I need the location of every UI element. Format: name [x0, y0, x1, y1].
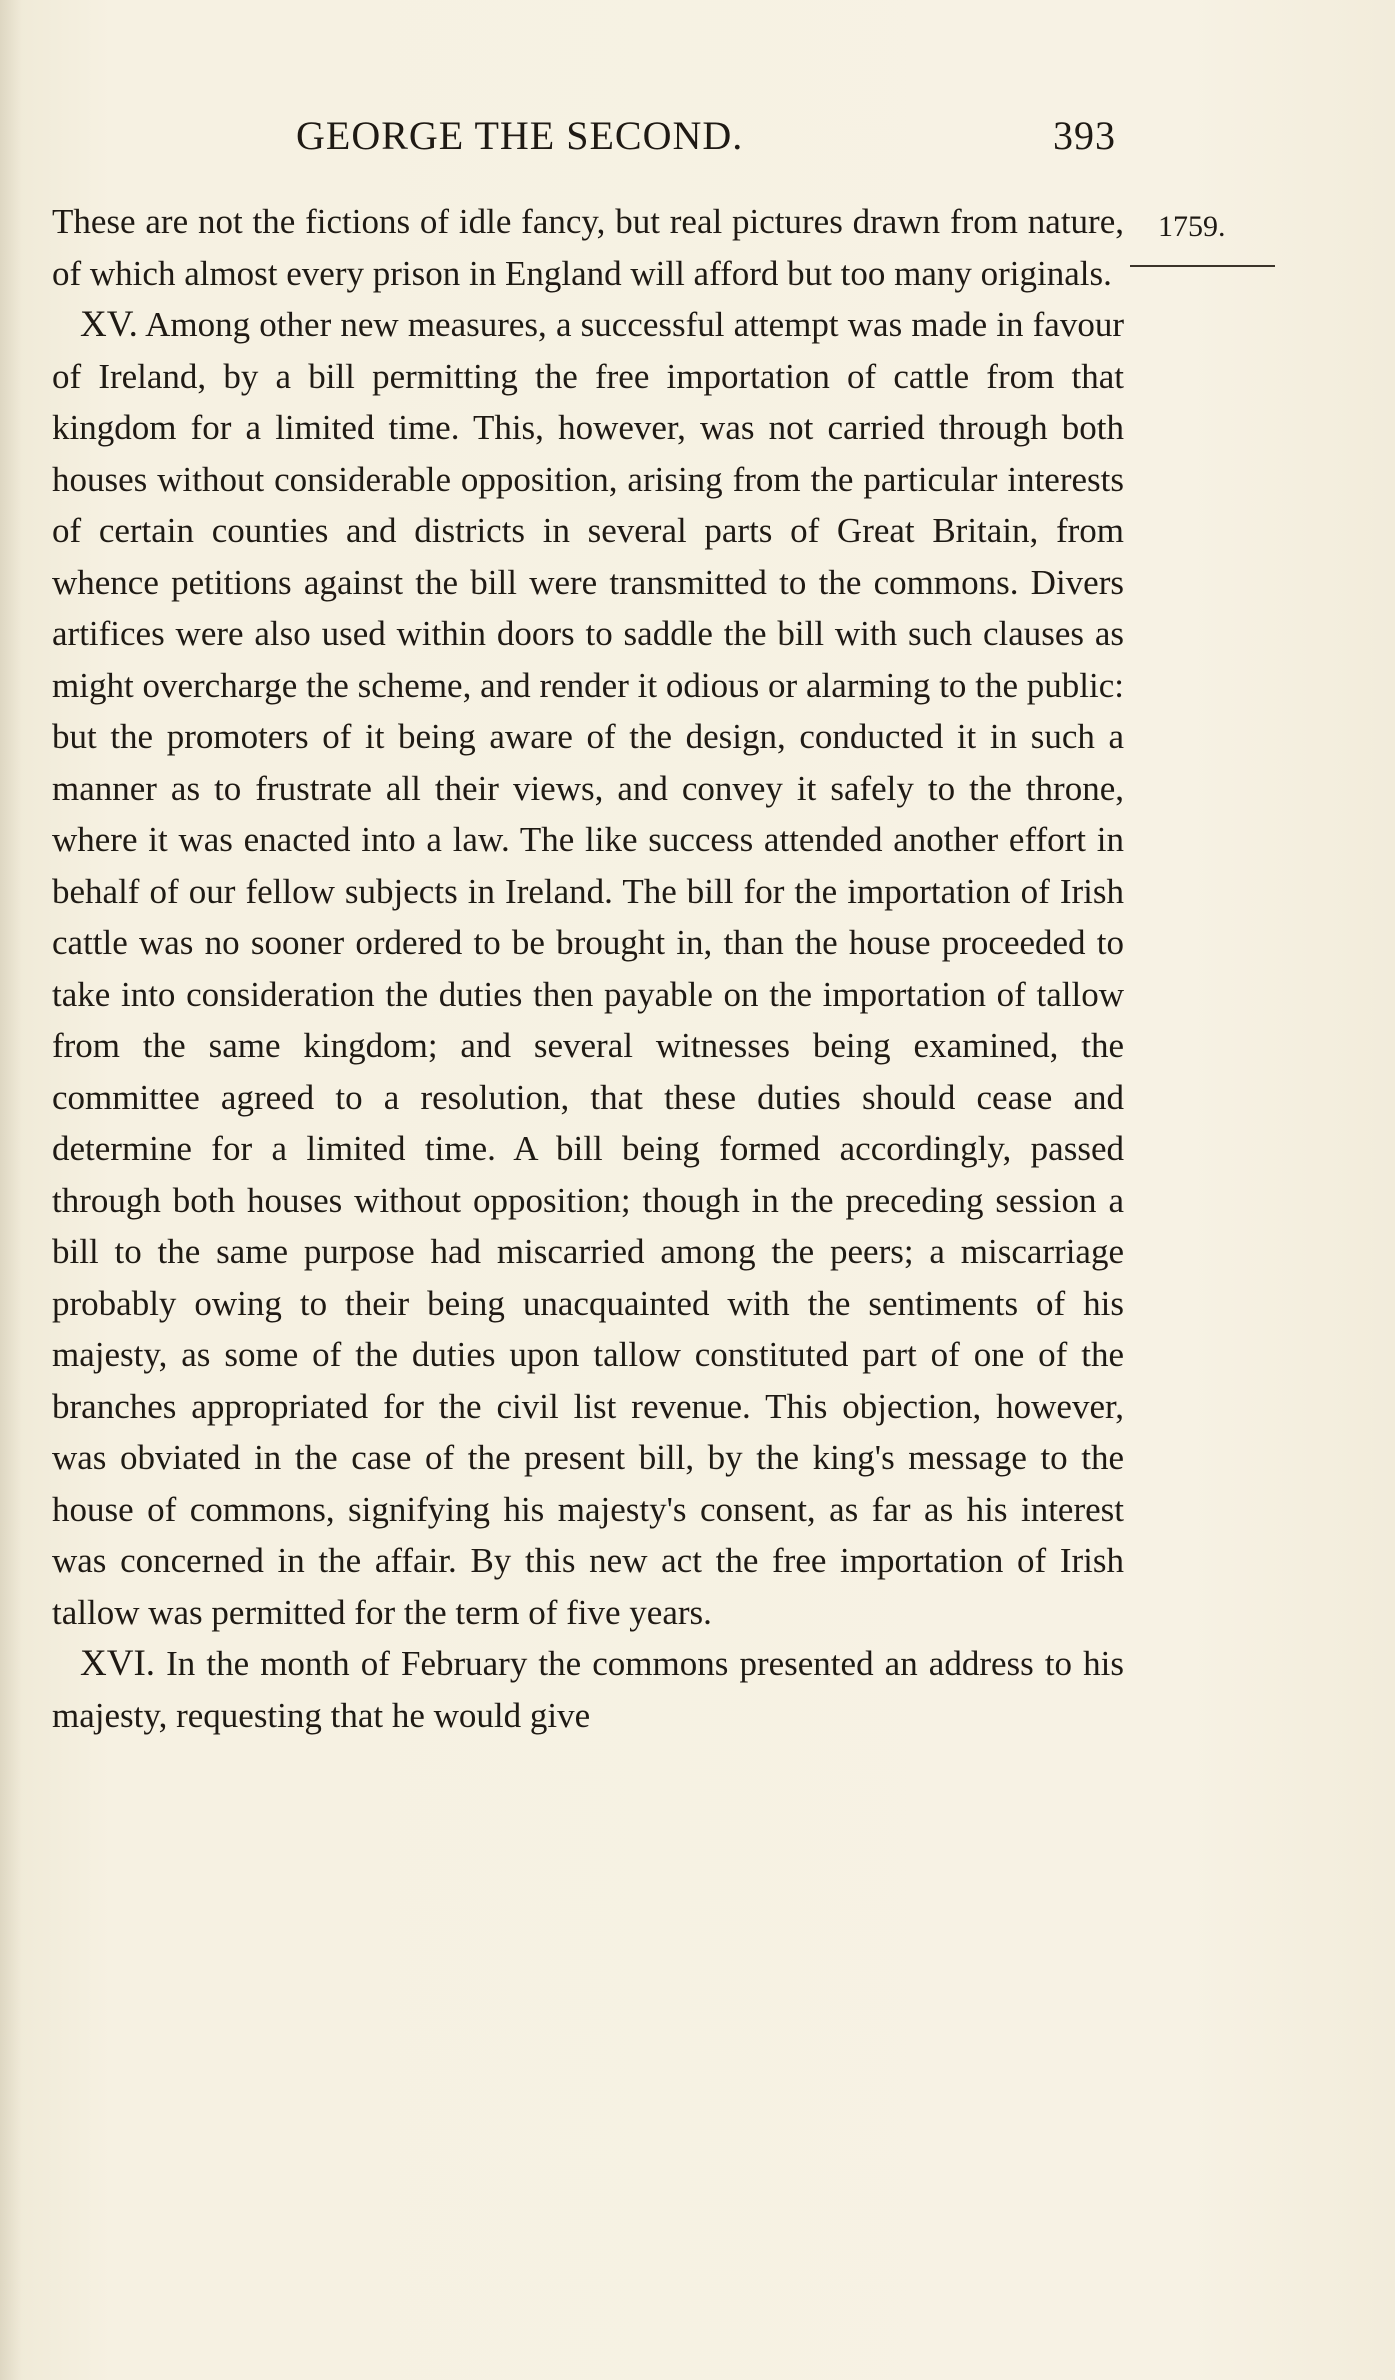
section-numeral: XV. [80, 304, 138, 345]
paragraph-text: Among other new measures, a successful attempt was made in favour of Ireland, by a bill permitting the free importation of cattle from that kingdom for a limited time. This, however, was not carried through both houses without considerable opposition, arising from the particular interests of certain counties and districts in several parts of Great Britain, from whence petitions against the bill were transmitted to the commons. Divers artifices were also used within doors to saddle the bill with such clauses as might overcharge the scheme, and render it odious or alarming to the public: but the promoters of it being aware of the design, conducted it in such a manner as to frustrate all their views, and convey it safely to the throne, where it was enacted into a law. The like success attended another effort in behalf of our fellow subjects in Ireland. The bill for the importation of Irish cattle was no sooner ordered to be brought in, than the house proceeded to take into consideration the duties then payable on the importation of tallow from the same kingdom; and several witnesses being examined, the committee agreed to a resolution, that these duties should cease and determine for a limited time. A bill being formed accordingly, passed through both houses without opposition; though in the preceding session a bill to the same purpose had miscarried among the peers; a miscarriage probably owing to their being unacquainted with the sentiments of his majesty, as some of the duties upon tallow constituted part of one of the branches appropriated for the civil list revenue. This objection, however, was obviated in the case of the present bill, by the king's message to the house of commons, signifying his majesty's consent, as far as his interest was concerned in the affair. By this new act the free importation of Irish tallow was permitted for the term of five years. [52, 305, 1125, 1632]
paragraph-text: These are not the fictions of idle fancy, but real pictures drawn from nature, of which almost every prison in England will afford but too many originals. [52, 202, 1124, 293]
page-number: 393 [1053, 113, 1116, 158]
paragraph-xv [52, 299, 1124, 1638]
paragraph-xvi [52, 1638, 1124, 1741]
body-text [52, 196, 1124, 1741]
running-header [296, 112, 1116, 168]
paragraph-text: In the month of February the commons presented an address to his majesty, requesting that he would give [52, 1644, 1124, 1735]
margin-rule [1130, 265, 1275, 267]
page-edge-shadow [0, 0, 22, 2380]
margin-year: 1759. [1158, 210, 1226, 243]
running-title: GEORGE THE SECOND. [296, 113, 744, 158]
section-numeral: XVI. [80, 1643, 156, 1684]
paragraph-continuation [52, 196, 1124, 299]
